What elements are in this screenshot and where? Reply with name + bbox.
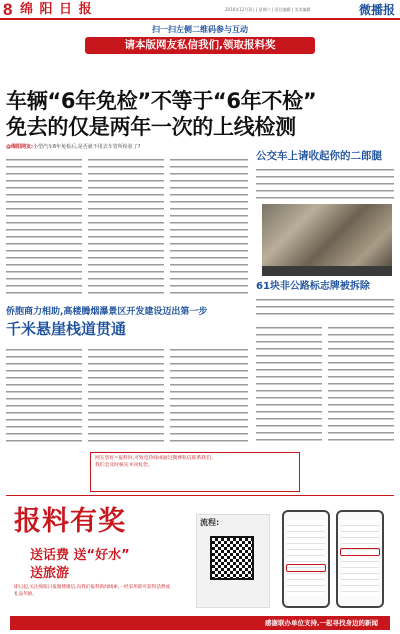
lead-intro-text: 小型汽车6年免检后,是否就不用去车管所检验了? [33,144,141,150]
right-story-1-body [256,166,394,202]
lead-column-3 [170,156,248,296]
phone-highlight [340,548,380,556]
page-number: 8 [3,0,13,19]
lead-column-1 [6,156,82,296]
lead-intro-prefix: @绵阳网友: [6,144,33,150]
phone-mockup-1 [282,510,330,608]
lead-headline-line-1: 车辆“6年免检”不等于“6年不检” [6,89,317,113]
lead-headline-line-2: 免去的仅是两年一次的上线检测 [6,115,296,139]
second-story-column-3 [170,346,248,446]
photo-caption-strip [262,266,392,276]
promo-top-line: 扫一扫左侧二维码参与互动 [152,25,248,34]
right-story-2-column-2 [328,324,394,446]
ad-divider [6,495,394,496]
second-story-column-2 [88,346,164,446]
masthead: 绵 阳 日 报 [20,2,93,17]
phone-screen [341,520,379,596]
section-name: 微播报 [358,3,395,17]
page-header [0,0,400,20]
date-line: 2016年12月3日 | 星期六 | 责任编辑 | 美术编辑 [225,7,311,12]
ad-rules: 即日起,关注绵阳日报微博微信,向我们报料新闻线索,一经采用即可获得话费或礼品奖励。 [14,585,170,597]
qr-code[interactable] [210,536,254,580]
ad-footer-text: 感谢联办单位支持,一起寻找身边的新闻 [265,619,378,627]
phone-screen [287,520,325,596]
right-story-2-intro [256,296,394,316]
promo-bar: 请本版网友私信我们,领取报料奖 [85,37,315,54]
right-story-2-title: 61块非公路标志牌被拆除 [256,281,370,292]
ad-qr-label: 流程: [200,518,220,527]
right-story-1-title: 公交车上请收起你的二郎腿 [256,150,382,162]
promo-banner [40,24,360,56]
notice-box [90,452,300,492]
phone-highlight [286,564,326,572]
notice-line-2: 我们会及时核实并回复您。 [95,463,153,468]
lead-headline [6,88,396,140]
phone-mockup-2 [336,510,384,608]
bus-photo [262,204,392,266]
ad-subtitle-2: 送旅游 [30,566,70,581]
second-story-kicker: 侨胞商力相助,高楼腾烟瀑景区开发建设迈出第一步 [6,307,208,317]
second-story-column-1 [6,346,82,446]
right-story-2-column-1 [256,324,322,446]
ad-subtitle-1: 送话费 送“好水” [30,548,130,563]
lead-column-2 [88,156,164,296]
notice-line-1: 网友您好~报料时,可致电热线或通过微博私信联系我们。 [95,456,216,461]
second-story-headline: 千米悬崖栈道贯通 [6,320,127,338]
ad-logo: 报料有奖 [14,506,126,537]
